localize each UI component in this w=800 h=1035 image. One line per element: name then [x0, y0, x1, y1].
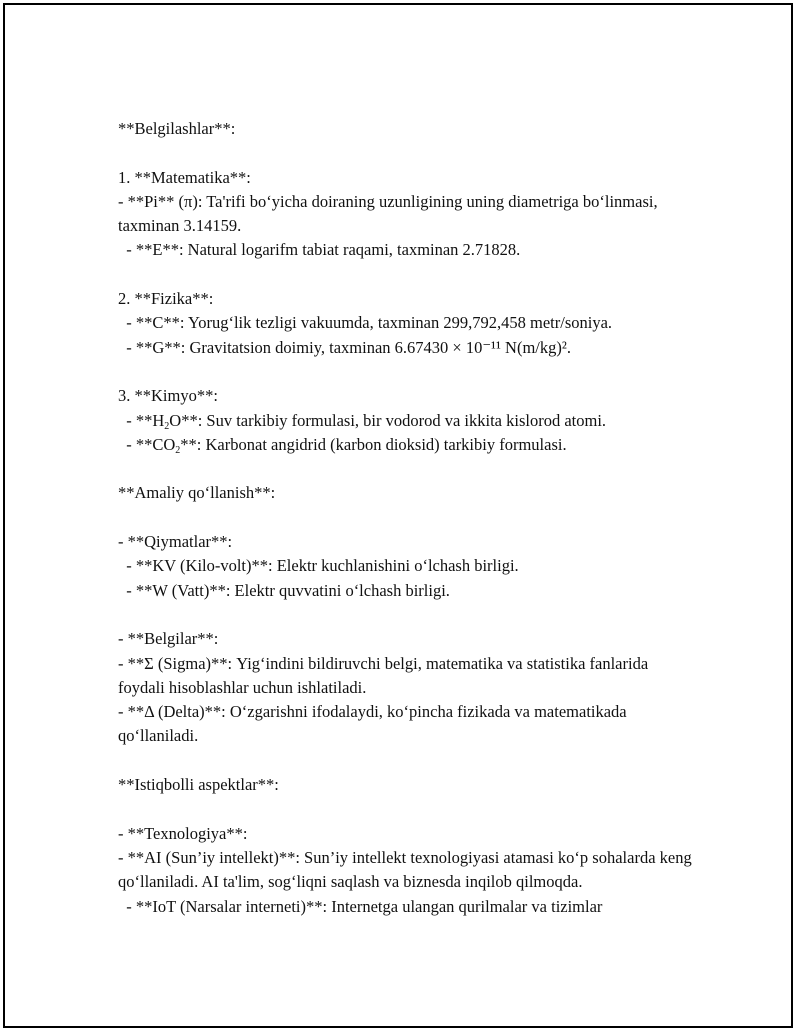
list-item-pi: - **Pi** (π): Ta'rifi bo‘yicha doiraning uzunligining uning diametriga bo‘linmasi, taxminan 3.14159.	[118, 191, 658, 236]
section-title-kimyo: 3. **Kimyo**:	[118, 386, 218, 406]
heading-amaliy: **Amaliy qo‘llanish**:	[118, 483, 276, 503]
list-item-sigma: - **Σ (Sigma)**: Yig‘indini bildiruvchi belgi, matematika va statistika fanlarida foydali hisoblashlar uchun ishlatiladi.	[118, 653, 649, 697]
spacer	[118, 141, 693, 165]
spacer	[118, 603, 693, 627]
h2o-subscript: 2	[164, 420, 170, 432]
section-title-fizika: 2. **Fizika**:	[118, 289, 214, 309]
subsection-title-belgilar: - **Belgilar**:	[118, 629, 219, 649]
spacer	[118, 263, 693, 287]
subsection-title-texnologiya: - **Texnologiya**:	[118, 823, 248, 843]
co2-subscript: 2	[175, 444, 181, 456]
spacer	[118, 360, 693, 384]
spacer	[118, 749, 693, 773]
list-item-g: - **G**: Gravitatsion doimiy, taxminan 6.67430 × 10⁻¹¹ N(m/kg)².	[118, 337, 571, 357]
spacer	[118, 457, 693, 481]
list-item-co2	[118, 433, 693, 457]
heading-belgilashlar: **Belgilashlar**:	[118, 119, 236, 138]
heading-istiqbolli: **Istiqbolli aspektlar**:	[118, 775, 279, 795]
co2-rest: **: Karbonat angidrid (karbon dioksid) tarkibiy formulasi.	[180, 434, 567, 454]
list-item-ai: - **AI (Sun’iy intellekt)**: Sun’iy intellekt texnologiyasi atamasi ko‘p sohalarda keng qo‘llaniladi. AI ta'lim, sog‘liqni saqlash va biznesda inqilob qilmoqda.	[118, 847, 692, 892]
spacer	[118, 797, 693, 821]
list-item-e: - **E**: Natural logarifm tabiat raqami, taxminan 2.71828.	[118, 240, 521, 260]
list-item-c: - **C**: Yorug‘lik tezligi vakuumda, taxminan 299,792,458 metr/soniya.	[118, 313, 613, 333]
document-body	[118, 117, 693, 919]
list-item-delta: - **Δ (Delta)**: O‘zgarishni ifodalaydi, ko‘pincha fizikada va matematikada qo‘llaniladi.	[118, 702, 627, 746]
co2-prefix: - **CO	[118, 434, 176, 454]
list-item-h2o	[118, 409, 693, 433]
list-item-iot: - **IoT (Narsalar interneti)**: Internetga ulangan qurilmalar va tizimlar	[118, 896, 603, 916]
list-item-kv: - **KV (Kilo-volt)**: Elektr kuchlanishini o‘lchash birligi.	[118, 556, 519, 576]
section-title-matematika: 1. **Matematika**:	[118, 167, 251, 187]
h2o-rest: O**: Suv tarkibiy formulasi, bir vodorod va ikkita kislorod atomi.	[169, 410, 607, 430]
subsection-title-qiymatlar: - **Qiymatlar**:	[118, 532, 233, 552]
spacer	[118, 506, 693, 530]
h2o-prefix: - **H	[118, 410, 165, 430]
list-item-w: - **W (Vatt)**: Elektr quvvatini o‘lchash birligi.	[118, 580, 450, 600]
